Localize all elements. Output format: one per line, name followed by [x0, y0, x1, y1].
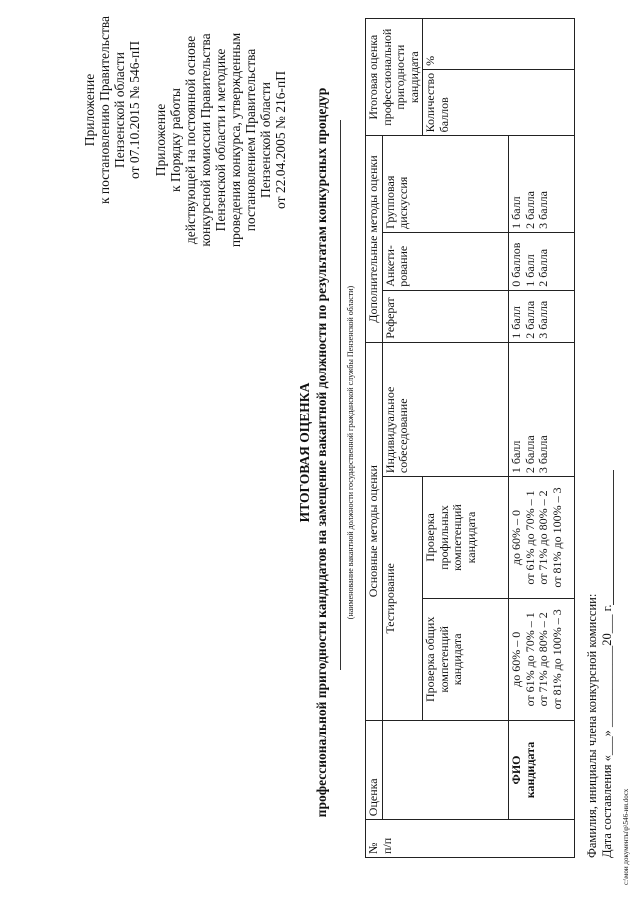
- signature-name-line: Фамилия, инициалы члена конкурсной комиссии:: [585, 593, 599, 858]
- appendix-header-1: [82, 15, 142, 205]
- text-line: Приложение: [82, 73, 97, 147]
- test-profile-header: [423, 477, 509, 599]
- text-line: кандидата: [463, 511, 478, 564]
- text-line: 1 балл: [509, 306, 523, 339]
- text-line: 3 балла: [536, 300, 550, 339]
- test-general-header: [423, 598, 509, 720]
- text-line: 2 балла: [522, 435, 537, 474]
- text-line: 2 балла: [522, 191, 537, 229]
- position-note: (наименование вакантной должности государственной гражданской службы Пензенской области): [346, 285, 355, 620]
- general-scale: [509, 598, 575, 720]
- text-line: профессиональной: [379, 28, 394, 126]
- text-line: от 81% до 100% – 3: [549, 609, 564, 710]
- signature-blank: [613, 470, 614, 605]
- text-line: 3 балла: [536, 435, 550, 474]
- essay-scale: [509, 290, 575, 342]
- text-line: от 61% до 70% – 1: [522, 612, 537, 707]
- text-line: №: [366, 842, 380, 854]
- group-discussion-header: [382, 136, 509, 233]
- text-line: Пензенской области: [258, 82, 273, 198]
- position-line: [340, 120, 341, 670]
- text-line: 1 балл: [522, 254, 537, 287]
- text-line: 0 баллов: [509, 242, 523, 287]
- essay-header: Реферат: [382, 290, 509, 342]
- col-score-header: Оценка: [366, 720, 383, 820]
- text-line: действующей на постоянной основе: [183, 35, 198, 245]
- text-line: до 60% – 0: [509, 631, 523, 687]
- text-line: от 71% до 80% – 2: [536, 490, 550, 585]
- survey-scale: [509, 232, 575, 290]
- text-line: 1 балл: [509, 440, 523, 474]
- interview-scale: [509, 342, 575, 476]
- text-line: кандидата: [450, 633, 464, 686]
- text-line: п/п: [379, 837, 394, 854]
- text-line: Пензенской области: [112, 52, 127, 168]
- text-line: к постановлению Правительства: [97, 15, 112, 205]
- main-methods-header: Основные методы оценки: [366, 342, 383, 720]
- text-line: от 71% до 80% – 2: [536, 612, 550, 707]
- text-line: Индивидуальное: [382, 386, 397, 474]
- file-path-footer: c:\мои документы\p\546-ии.docx: [622, 788, 630, 885]
- text-line: от 81% до 100% – 3: [549, 487, 564, 588]
- text-line: Количество: [423, 72, 437, 133]
- percent-header: %: [423, 19, 575, 70]
- fio-header: [509, 720, 575, 820]
- text-line: компетенций: [450, 504, 464, 571]
- text-line: проведения конкурса, утвержденным: [228, 32, 243, 248]
- text-line: от 07.10.2015 № 546-пП: [127, 41, 142, 179]
- text-line: рование: [396, 245, 410, 287]
- text-line: 3 балла: [536, 191, 550, 229]
- document-subtitle: профессиональной пригодности кандидатов на замещение вакантной должности по результатам конкурсных процедур: [314, 87, 329, 818]
- text-line: постановлением Правительства: [243, 48, 258, 232]
- col-num-header: [366, 820, 575, 858]
- text-line: профильных: [436, 505, 451, 570]
- group-scale: [509, 136, 575, 233]
- text-line: от 61% до 70% – 1: [522, 490, 537, 585]
- text-line: от 22.04.2005 № 216-пП: [273, 71, 288, 209]
- final-score-header: [366, 19, 423, 136]
- text-line: 2 балла: [522, 300, 537, 339]
- survey-header: [382, 232, 509, 290]
- text-line: Приложение: [153, 103, 168, 177]
- text-line: 2 балла: [536, 248, 550, 287]
- text-line: собеседование: [396, 398, 410, 474]
- profile-scale: [509, 477, 575, 599]
- additional-methods-header: Дополнительные методы оценки: [366, 136, 383, 342]
- count-header: [423, 69, 575, 135]
- text-line: дискуссия: [396, 176, 410, 229]
- text-line: 1 балл: [509, 196, 523, 229]
- text-line: кандидата: [522, 741, 537, 799]
- text-line: кандидата: [406, 51, 421, 104]
- text-line: Проверка: [423, 513, 437, 562]
- text-line: баллов: [436, 97, 451, 133]
- signature-date-line: Дата составления «___» _____________20___ г.: [600, 604, 614, 858]
- text-line: Анкети-: [382, 245, 397, 287]
- testing-header: Тестирование: [382, 477, 423, 721]
- score-empty: [382, 720, 509, 820]
- text-line: пригодности: [393, 44, 407, 110]
- appendix-header-2: [153, 10, 288, 270]
- text-line: конкурсной комиссии Правительства: [198, 33, 213, 247]
- text-line: до 60% – 0: [509, 509, 523, 566]
- text-line: Групповая: [382, 175, 397, 229]
- text-line: Итоговая оценка: [366, 34, 380, 120]
- text-line: Пензенской области и методике: [213, 48, 228, 232]
- text-line: к Порядку работы: [168, 88, 183, 192]
- score-table: [365, 18, 575, 858]
- document-title: ИТОГОВАЯ ОЦЕНКА: [297, 382, 312, 523]
- text-line: компетенций: [436, 626, 451, 693]
- text-line: ФИО: [509, 755, 523, 785]
- text-line: Проверка общих: [423, 616, 437, 702]
- interview-header: [382, 342, 509, 476]
